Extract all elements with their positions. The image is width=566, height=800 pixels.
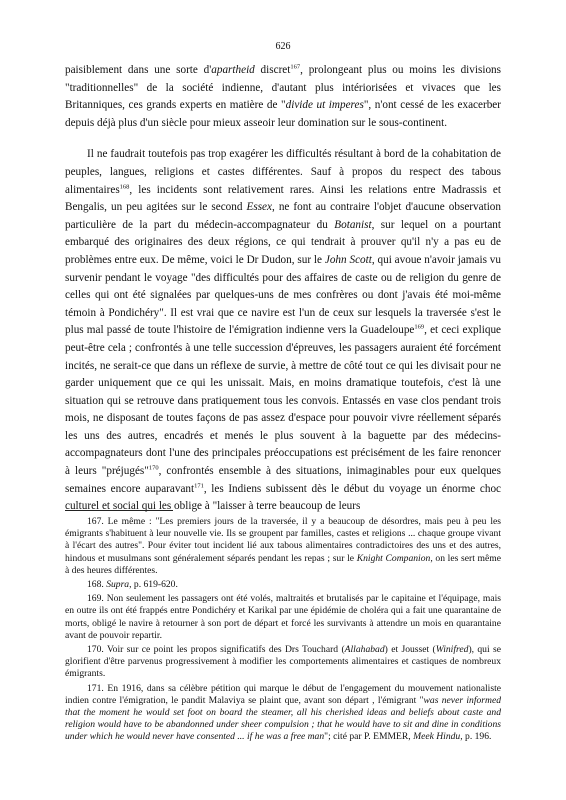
footnote-169 bbox=[65, 593, 501, 642]
footnote-ref: 170 bbox=[148, 464, 159, 472]
italic-text: John Scott bbox=[324, 253, 372, 266]
italic-text: Botanist bbox=[334, 218, 372, 231]
footnote-ref: 167 bbox=[290, 63, 301, 71]
italic-text: Knight Companion bbox=[356, 552, 431, 564]
paragraph-1 bbox=[65, 62, 501, 132]
paragraph-2 bbox=[65, 146, 501, 515]
italic-text: Allahabad bbox=[344, 644, 385, 656]
text-run: "; cité par P. EMMER, bbox=[324, 731, 414, 743]
italic-text: Essex bbox=[246, 201, 272, 214]
footnote-171 bbox=[65, 683, 501, 744]
text-run: 170. Voir sur ce point les propos significatifs des Drs Touchard ( bbox=[87, 644, 345, 656]
page-number: 626 bbox=[275, 41, 291, 52]
footnote-168 bbox=[65, 579, 501, 591]
italic-text: was never informed that the moment he would set foot on board the steamer, all his cherished ideas and beliefs about caste and religion would have to be abandonned under sheer compulsion ; that he would have to sit and dine in conditions under which he would never have consented ... if he was a free man bbox=[65, 694, 501, 743]
footnote-ref: 168 bbox=[119, 182, 130, 190]
footnote-separator bbox=[65, 510, 173, 511]
text-run: , p. 196. bbox=[460, 731, 492, 743]
footnote-ref: 169 bbox=[414, 323, 425, 331]
italic-text: apartheid bbox=[211, 64, 255, 76]
text-run: , p. 619-620. bbox=[129, 579, 178, 591]
text-run: 168. bbox=[87, 579, 107, 591]
text-run: paisiblement dans une sorte d' bbox=[65, 64, 212, 76]
text-run: 171. En 1916, dans sa célèbre pétition qui marque le début de l'engagement du mouvement nationaliste indien contre l'émigration, le pandit Malaviya se plaint que, avant son départ , l'émigrant " bbox=[65, 682, 501, 706]
text-run: , sur lequel on a pourtant embarqué des originaires des deux régions, ce qui tendrait à prouver qu'il n'y a pas eu de problèmes entre eux. De même, voici le Dr Dudon, sur le bbox=[65, 218, 501, 266]
text-run: , confrontés ensemble à des situations, inimaginables pour eux quelques semaines encore auparavant bbox=[65, 465, 502, 495]
footnote-170 bbox=[65, 644, 501, 681]
text-run: 169. Non seulement les passagers ont été volés, maltraités et brutalisés par le capitaine et l'équipage, mais en outre ils ont été frappés entre Pondichéry et Karikal par une épidémie de choléra qui a fait une quarantaine de morts, obligé le navire à retourner à son port de départ et forcé les survivants à attendre un mois en quarantaine avant de pouvoir repartir. bbox=[65, 593, 501, 641]
text-run: , on les sert même à des heures différentes. bbox=[65, 552, 501, 576]
italic-text: divide ut imperes bbox=[285, 99, 364, 112]
text-run: ) et Jousset ( bbox=[384, 644, 436, 656]
text-run: , les Indiens subissent dès le début du voyage un énorme choc culturel et social qui les oblige à "laisser à terre beaucoup de leurs bbox=[65, 482, 502, 513]
text-run: , ne font au contraire l'objet d'aucune observation particulière de la part du médecin-accompagnateur du bbox=[65, 201, 501, 231]
text-run: discret bbox=[254, 64, 291, 76]
footnotes bbox=[65, 516, 501, 746]
text-run: , prolongeant plus ou moins les divisions "traditionnelles" de la société indienne, d'autant plus intériorisées et vivaces que les Britanniques, ces grands experts en matière de " bbox=[65, 64, 501, 112]
text-run: , et ceci explique peut-être cela ; confrontés à une telle succession d'épreuves, les passagers auraient été forcément incités, ne serait-ce que dans un réflexe de survie, à mettre de côté tout ce qui les divisait pour ne garder uniquement que ce qui les unissait. Mais, en moins dramatique toutefois, c'est là une situation qui se retrouve dans pratiquement tous les convois. Entassés en vase clos pendant trois mois, ne disposant de toutes façons de pas assez d'espace pour pouvoir vivre réellement séparés les uns des autres, encadrés et menés le plus souvent à la baguette par des médecins-accompagnateurs dont l'une des principales préoccupations est précisément de les faire renoncer à leurs "préjugés" bbox=[65, 324, 501, 478]
text-run: 167. Le même : "Les premiers jours de la traversée, il y a beaucoup de désordres, mais peu à peu les émigrants s'habituent à leur nouvelle vie. Ils se groupent par familles, castes et religions ... chaque groupe vivant à l'écart des autres". Pour éviter tout incident lié aux tabous alimentaires contradictoires des uns et des autres, hindous et musulmans sont généralement séparés pendant les repas ; sur le bbox=[65, 516, 501, 564]
italic-text: Supra bbox=[106, 579, 130, 591]
footnote-167 bbox=[65, 516, 501, 577]
italic-text: Meek Hindu bbox=[413, 731, 461, 743]
text-run: ), qui se glorifient d'être parvenus progressivement à modifier les comportements alimentaires et castiques de nombreux émigrants. bbox=[65, 644, 501, 680]
text-run: ", n'ont cessé de les exacerber depuis déjà plus d'un siècle pour mieux asseoir leur domination sur le sous-continent. bbox=[65, 99, 501, 129]
italic-text: Winifred bbox=[435, 644, 469, 656]
footnote-ref: 171 bbox=[194, 481, 204, 489]
text-run: , qui avoue n'avoir jamais vu survenir pendant le voyage "des difficultés pour des affaires de caste ou de religion du genre de celles qui ont été signalées par quelques-uns de mes confrères ou dont j'avais été moi-même témoin à Pondichéry". Il est vrai que ce navire est l'un de ceux sur lesquels la traversée s'est le plus mal passé de toute l'histoire de l'émigration indienne vers la Guadeloupe bbox=[65, 253, 501, 337]
text-run: , les incidents sont relativement rares. Ainsi les relations entre Madrassis et Bengalis, un peu agitées sur le second bbox=[65, 183, 501, 214]
text-run: Il ne faudrait toutefois pas trop exagérer les difficultés résultant à bord de la cohabitation de peuples, langues, religions et castes différentes. Sauf à propos du respect des tabous alimentaires bbox=[65, 148, 501, 196]
main-text bbox=[65, 62, 501, 516]
